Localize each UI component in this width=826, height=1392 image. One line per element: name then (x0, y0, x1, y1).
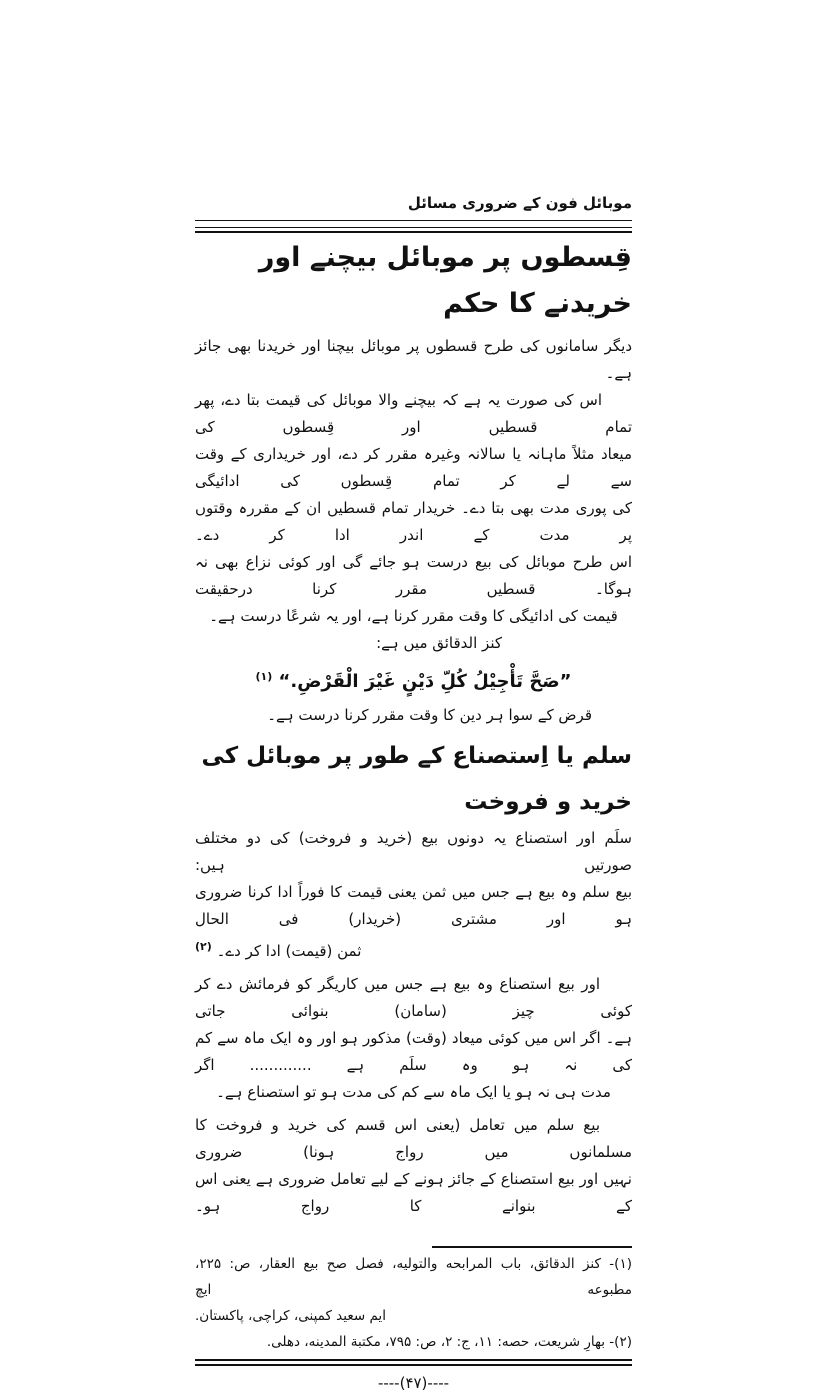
section-heading-salam-istisna: سلم یا اِستصناع کے طور پر موبائل کی خرید و فروخت (201, 743, 632, 815)
text-line: قرض کے سوا ہر دین کا وقت مقرر کرنا درست ہے۔ (267, 706, 592, 724)
text-line: سلَم اور استصناع یہ دونوں بیع (خرید و فروخت) کی دو مختلف صورتیں ہیں: (195, 829, 632, 874)
header-rule-double (195, 227, 632, 233)
footnote-line: (۱)- كنز الدقائق، باب المرابحه والتوليه، فصل صح بيع العقار، ص: ۲۲۵، مطبوعه ايچ (195, 1256, 632, 1298)
text-line: دیگر سامانوں کی طرح قسطوں پر موبائل بیچنا اور خریدنا بھی جائز ہے۔ (195, 337, 632, 382)
text-line: بیع سلم میں تعامل (یعنی اس قسم کی خرید و فروخت کا مسلمانوں میں رواج ہونا) ضروری (195, 1116, 632, 1161)
text-line: قیمت کی ادائیگی کا وقت مقرر کرنا ہے، اور یہ شرعًا درست ہے۔ (209, 607, 618, 625)
footnotes (195, 1251, 632, 1355)
text-line: اس طرح موبائل کی بیع درست ہو جائے گی اور کوئی نزاع بھی نہ ہوگا۔ قسطیں مقرر کرنا درحقیقت (195, 553, 632, 598)
text-line: کنز الدقائق میں ہے: (376, 634, 502, 652)
text-line: ہے۔ اگر اس میں کوئی میعاد (وقت) مذکور ہو اور وہ ایک ماہ سے کم کی نہ ہو وہ سلَم ہے ............. اگر (195, 1029, 632, 1074)
text-line: نہیں اور بیع استصناع کے جائز ہونے کے لیے تعامل ضروری ہے یعنی اس کے بنوانے کا رواج ہو۔ (195, 1170, 632, 1215)
page-content (195, 190, 632, 1392)
footer-rule-double (195, 1359, 632, 1366)
text-line: بیع سلم وہ بیع ہے جس میں ثمن یعنی قیمت کا فوراً ادا کرنا ضروری ہو اور مشتری (خریدار) فی الحال (195, 883, 632, 928)
text-line: اس کی صورت یہ ہے کہ بیچنے والا موبائل کی قیمت بتا دے، پھر تمام قسطیں اور قِسطوں کی (195, 391, 632, 436)
text-line: ثمن (قیمت) ادا کر دے۔ $^{(۲)}$ (195, 940, 362, 960)
page-number: ----(۴۷)---- (377, 1374, 450, 1392)
footnote-separator (432, 1246, 632, 1248)
footnote-marker: (۱) (255, 670, 273, 683)
footnote-marker: (۲) (195, 940, 212, 953)
footnote-line: (۲)- بهارِ شريعت، حصه: ۱۱، ج: ۲، ص: ۷۹۵، مكتبة المدينه، دهلى. (266, 1334, 632, 1350)
footnote-line: ايم سعيد كمپنى، كراچى، پاكستان. (195, 1308, 386, 1324)
text-line: مدت ہی نہ ہو یا ایک ماہ سے کم کی مدت ہو تو استصناع ہے۔ (216, 1083, 611, 1101)
text-line: کی پوری مدت بھی بتا دے۔ خریدار تمام قسطیں ان کے مقررہ وقتوں پر مدت کے اندر ادا کر دے۔ (195, 499, 632, 544)
header-rule-thin (195, 220, 632, 221)
text-line: اور بیع استصناع وہ بیع ہے جس میں کاریگر کو فرمائش دے کر کوئی چیز (سامان) بنوائی جاتی (195, 975, 632, 1020)
text-line: میعاد مثلاً ماہانہ یا سالانہ وغیرہ مقرر کر دے، اور خریداری کے وقت سے لے کر تمام قِسطوں کی ادائیگی (195, 445, 632, 490)
arabic-quote: ”صَحَّ تَأْجِيْلُ كُلِّ دَيْنٍ غَيْرَ الْقَرْضِ.“ $^{(۱)}$ (255, 670, 572, 692)
body-text (195, 235, 632, 1220)
section-heading-installments: قِسطوں پر موبائل بیچنے اور خریدنے کا حکم (258, 242, 632, 319)
running-header-title: موبائل فون کے ضروری مسائل (407, 194, 632, 212)
